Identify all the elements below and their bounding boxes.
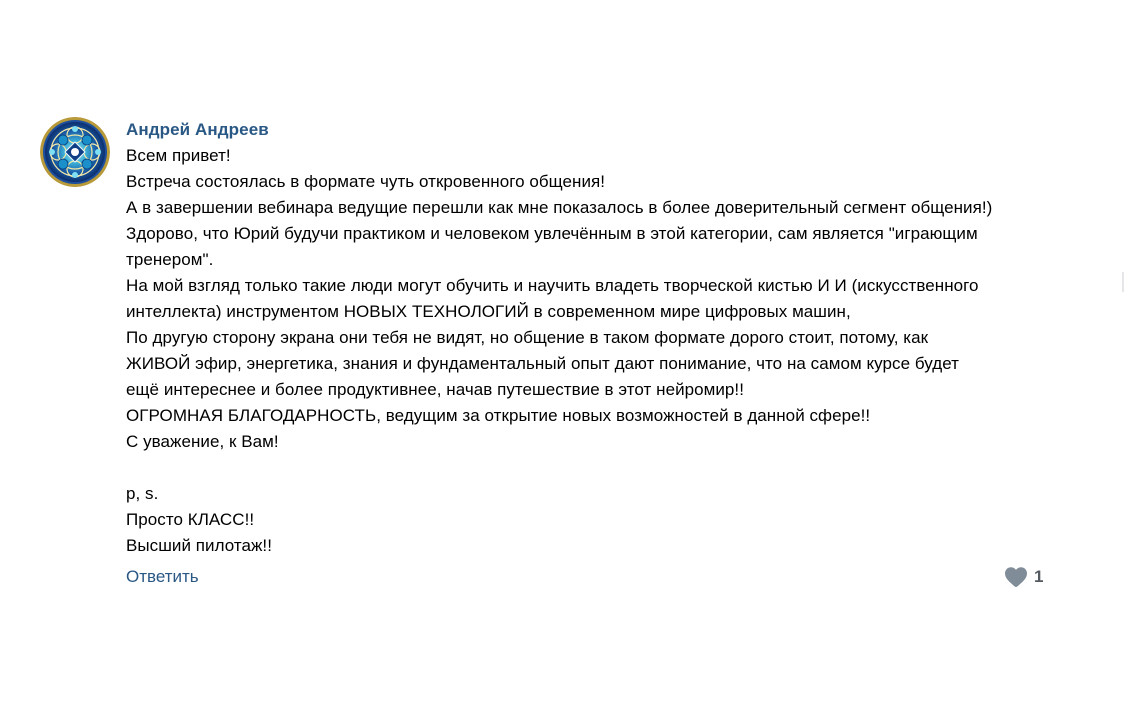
reply-button[interactable]: Ответить	[126, 567, 199, 586]
comment-line: тренером".	[126, 250, 214, 269]
comment-line: интеллекта) инструментом НОВЫХ ТЕХНОЛОГИЙ в современном мире цифровых машин,	[126, 302, 851, 321]
like-count: 1	[1034, 567, 1044, 586]
comment-line: Встреча состоялась в формате чуть откровенного общения!	[126, 172, 606, 191]
comment-line: p, s.	[126, 484, 159, 503]
comment-line: С уважение, к Вам!	[126, 432, 279, 451]
comment-line: А в завершении вебинара ведущие перешли как мне показалось в более доверительный сегмент общения!)	[126, 198, 993, 217]
comment-text	[126, 143, 1086, 559]
comment-line: Высший пилотаж!!	[126, 536, 272, 555]
author-name[interactable]: Андрей Андреев	[126, 120, 269, 139]
comment-line: На мой взгляд только такие люди могут обучить и научить владеть творческой кистью И И (искусственного	[126, 276, 979, 295]
comment-line: Здорово, что Юрий будучи практиком и человеком увлечённым в этой категории, сам является "играющим	[126, 224, 978, 243]
comment-line: ОГРОМНАЯ БЛАГОДАРНОСТЬ, ведущим за открытие новых возможностей в данной сфере!!	[126, 406, 871, 425]
comment-line: ЖИВОЙ эфир, энергетика, знания и фундаментальный опыт дают понимание, что на самом курсе будет	[126, 354, 959, 373]
comment-footer	[126, 564, 1086, 590]
comment-line: Просто КЛАСС!!	[126, 510, 255, 529]
comment-body	[126, 117, 1086, 590]
avatar[interactable]	[40, 117, 110, 187]
comment-line-blank	[126, 455, 1086, 481]
comment-line: ещё интереснее и более продуктивнее, начав путешествие в этот нейромир!!	[126, 380, 744, 399]
heart-icon	[1004, 566, 1028, 588]
comment-line: По другую сторону экрана они тебя не видят, но общение в таком формате дорого стоит, потому, как	[126, 328, 929, 347]
comment-line: Всем привет!	[126, 146, 231, 165]
like-button[interactable]	[1004, 566, 1043, 588]
mandala-avatar-icon	[40, 117, 110, 187]
